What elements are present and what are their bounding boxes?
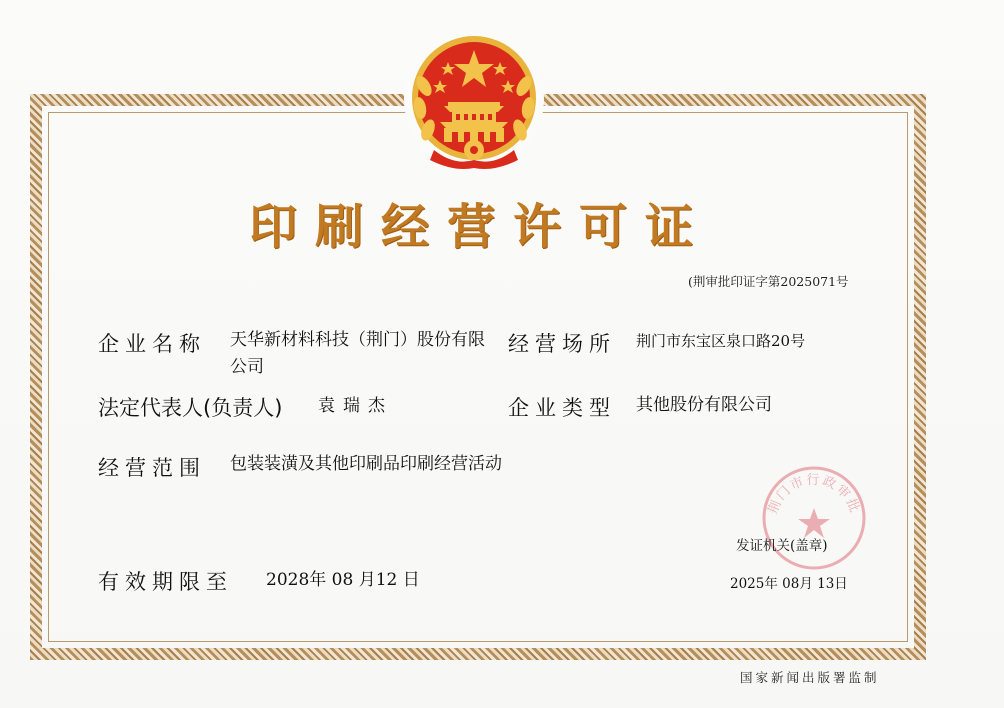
issuer-label: 发证机关(盖章) xyxy=(736,538,828,554)
validity-value: 2028年 08 月12 日 xyxy=(266,570,420,590)
official-seal-icon xyxy=(760,464,868,572)
footer-supervisor: 国家新闻出版署监制 xyxy=(740,670,880,685)
issue-date: 2025年 08月 13日 xyxy=(730,576,848,592)
company-name-label: 企业名称 xyxy=(98,332,206,356)
business-scope-label: 经营范围 xyxy=(98,456,206,480)
company-type-label: 企业类型 xyxy=(508,396,616,420)
certificate-number: (荆审批印证字第2025071号 xyxy=(688,274,849,289)
certificate-title: 印刷经营许可证 xyxy=(248,199,711,255)
company-name-value: 天华新材料科技（荆门）股份有限公司 xyxy=(230,330,485,377)
svg-text:荆门市行政审批: 荆门市行政审批 xyxy=(765,473,863,517)
address-value: 荆门市东宝区泉口路20号 xyxy=(636,332,806,350)
national-emblem-icon xyxy=(404,26,544,172)
legal-representative-label: 法定代表人(负责人) xyxy=(98,396,283,420)
business-scope-value: 包装装潢及其他印刷品印刷经营活动 xyxy=(230,454,502,474)
validity-label: 有效期限至 xyxy=(98,570,233,594)
company-type-value: 其他股份有限公司 xyxy=(636,395,772,415)
address-label: 经营场所 xyxy=(508,332,616,356)
legal-representative-value: 袁瑞杰 xyxy=(318,396,393,416)
